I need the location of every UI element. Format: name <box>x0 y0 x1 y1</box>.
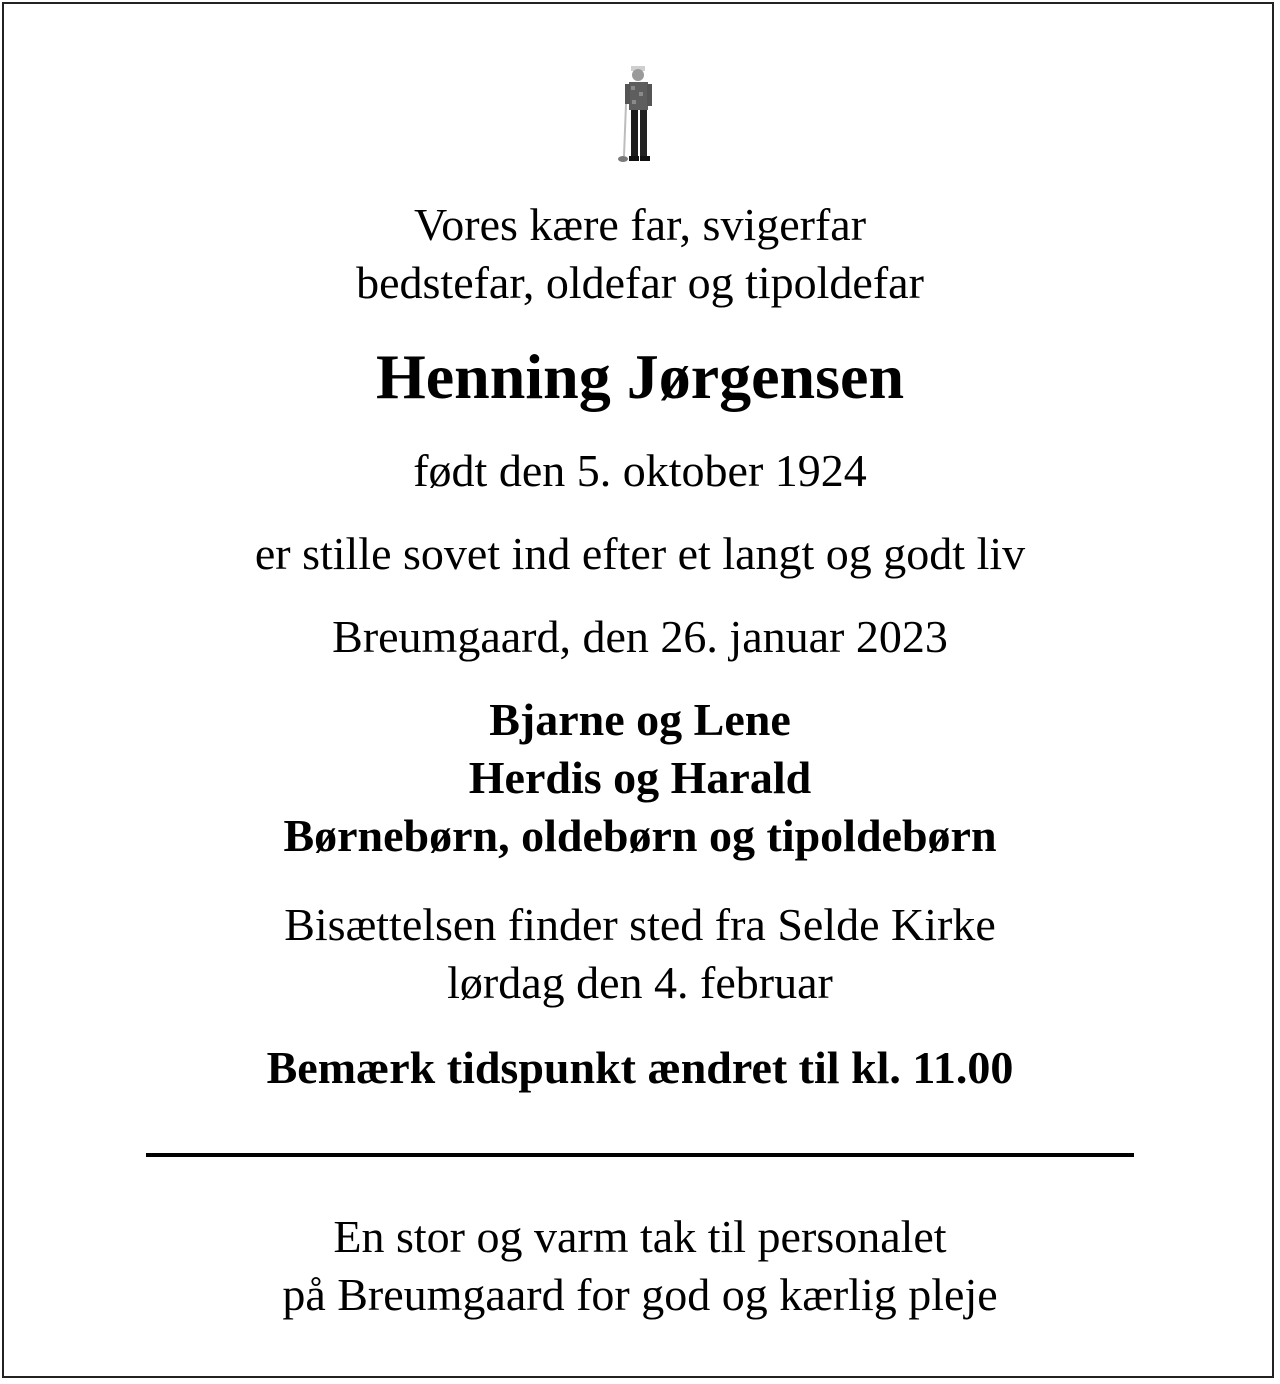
passing-text: er stille sovet ind efter et langt og godt liv <box>254 528 1026 579</box>
thanks-line-2: på Breumgaard for god og kærlig pleje <box>282 1269 998 1320</box>
deceased-name: Henning Jørgensen <box>375 341 905 412</box>
family-line-3: Børnebørn, oldebørn og tipoldebørn <box>283 810 997 861</box>
standing-man-photo-icon <box>614 64 664 166</box>
place-and-date: Breumgaard, den 26. januar 2023 <box>332 611 948 662</box>
funeral-line-2: lørdag den 4. februar <box>447 957 833 1008</box>
intro-line-1: Vores kære far, svigerfar <box>413 199 867 250</box>
funeral-line-1: Bisættelsen finder sted fra Selde Kirke <box>284 899 996 950</box>
family-names <box>0 691 1280 865</box>
intro-line-2: bedstefar, oldefar og tipoldefar <box>356 257 924 308</box>
birth-date: født den 5. oktober 1924 <box>413 445 867 496</box>
thanks-line-1: En stor og varm tak til personalet <box>333 1211 947 1262</box>
time-change-notice: Bemærk tidspunkt ændret til kl. 11.00 <box>266 1042 1014 1093</box>
thanks-text <box>0 1208 1280 1324</box>
intro-text <box>0 196 1280 312</box>
family-line-1: Bjarne og Lene <box>489 694 791 745</box>
divider-line <box>146 1153 1134 1157</box>
funeral-info <box>0 896 1280 1012</box>
family-line-2: Herdis og Harald <box>468 752 812 803</box>
